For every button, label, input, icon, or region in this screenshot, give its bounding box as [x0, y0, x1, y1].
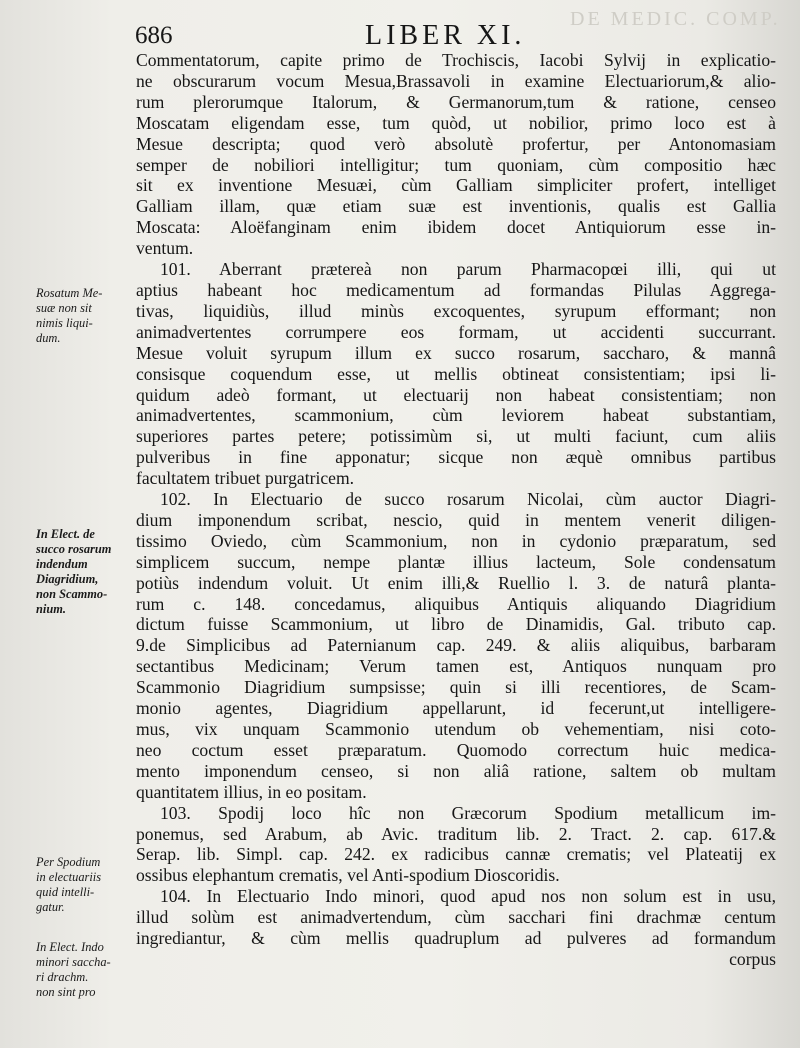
text-line: Moscatam eligendam esse, tum quòd, ut nobilior, primo loco est à: [136, 112, 776, 133]
text-line: ingrediantur, & cùm mellis quadruplum ad pulveres ad formandum: [136, 928, 776, 949]
text-line: Mesue descripta; quod verò absolutè profertur, per Antonomasiam: [136, 133, 776, 154]
text-line: facultatem tribuet purgatricem.: [136, 468, 355, 489]
text-line: Scammonio Diagridium sumpsisse; quin si illi recentiores, de Scam-: [136, 677, 776, 698]
margin-note-line: In Elect. de: [36, 527, 95, 541]
page-number: 686: [135, 22, 173, 49]
text-line: Serap. lib. Simpl. cap. 242. ex radicibus cannæ crematis; vel Plateatij ex: [136, 844, 776, 865]
margin-note-line: nium.: [36, 602, 66, 616]
text-line: simplicem succum, nempe plantæ illius lacteum, Sole condensatum: [136, 551, 776, 572]
text-line: potiùs indendum voluit. Ut enim illi,& Ruellio l. 3. de naturâ planta-: [136, 572, 776, 593]
text-line: superiores partes petere; potissimùm si, ut multi faciunt, cum aliis: [136, 426, 776, 447]
page-header: [135, 20, 775, 54]
bleed-through-text: DE MEDIC. COMP.: [570, 8, 781, 30]
text-line: illud solùm est animadvertendum, cùm sacchari fini drachmæ centum: [136, 907, 776, 928]
paragraph-start-line: 102. In Electuario de succo rosarum Nicolai, cùm auctor Diagri-: [160, 489, 776, 510]
text-line: sit ex inventione Mesuæi, cùm Galliam simpliciter profert, intelliget: [136, 175, 776, 196]
text-line: tissimo Oviedo, cùm Scammonium, non in cydonio præparatum, sed: [136, 530, 776, 551]
text-line: quantitatem illius, in eo positam.: [136, 781, 367, 802]
text-line: ne obscurarum vocum Mesua,Brassavoli in examine Electuariorum,& alio-: [136, 70, 776, 91]
margin-note-line: Per Spodium: [36, 855, 101, 869]
margin-note-line: Rosatum Me-: [36, 286, 103, 300]
margin-notes: [0, 0, 130, 1048]
text-line: tivas, liquidiùs, illud minùs excoquentes, syrupum efformant; non: [136, 300, 776, 321]
text-line: semper de nobiliori intelligitur; tum quoniam, cùm compositio hæc: [136, 154, 776, 175]
margin-note: [36, 286, 124, 346]
text-line: mento imponendum censeo, si non aliâ ratione, saltem ob multam: [136, 760, 776, 781]
paragraph-start-line: 104. In Electuario Indo minori, quod apud nos non solum est in usu,: [160, 886, 776, 907]
running-head: LIBER XI.: [365, 20, 526, 51]
text-line: mus, vix unquam Scammonio utendum ob vehementiam, nisi coto-: [136, 719, 776, 739]
text-line: animadvertentes corrumpere eos formam, ut accidenti succurrant.: [136, 321, 776, 342]
margin-note: [36, 855, 124, 915]
text-line: neo coctum esset præparatum. Quomodo correctum huic medica-: [136, 739, 776, 760]
text-line: pulveribus in fine apponatur; sicque non æquè omnibus partibus: [136, 447, 776, 468]
margin-note-line: gatur.: [36, 900, 65, 914]
margin-note-line: non sint pro: [36, 985, 96, 999]
text-line: monio agentes, Diagridium appellarunt, id fecerunt,ut intelligere-: [136, 698, 776, 719]
text-line: quidum adeò formant, ut electuarij non habeat consistentiam; non: [136, 384, 776, 405]
margin-note-line: ri drachm.: [36, 970, 89, 984]
text-line: rum c. 148. concedamus, aliquibus Antiquis aliquando Diagridium: [136, 593, 776, 614]
margin-note-line: Diagridium,: [36, 572, 99, 586]
text-line: Commentatorum, capite primo de Trochiscis, Iacobi Sylvij in explicatio-: [136, 50, 776, 70]
margin-note-line: indendum: [36, 557, 88, 571]
text-line: ossibus elephantum crematis, vel Anti-spodium Dioscoridis.: [136, 865, 560, 886]
margin-note-line: non Scammo-: [36, 587, 108, 601]
text-line: aptius habeant hoc medicamentum ad formandas Pilulas Aggrega-: [136, 279, 776, 300]
margin-note-line: succo rosarum: [36, 542, 112, 556]
margin-note-line: suæ non sit: [36, 301, 92, 315]
margin-note: [36, 940, 124, 1000]
margin-note-line: nimis liqui-: [36, 316, 93, 330]
text-line: ventum.: [136, 238, 194, 259]
text-line: Galliam illam, quæ etiam suæ est inventionis, qualis est Gallia: [136, 196, 776, 217]
text-line: animadvertentes, scammonium, cùm leviorem habeat substantiam,: [136, 405, 776, 426]
text-line: consisque coquendum esse, ut mellis obtineat consistentiam; ipsi li-: [136, 363, 776, 384]
margin-note-line: quid intelli-: [36, 885, 95, 899]
text-line: Mesue voluit syrupum illum ex succo rosarum, saccharo, & mannâ: [136, 342, 776, 363]
margin-note-line: dum.: [36, 331, 61, 345]
margin-note-line: in electuariis: [36, 870, 102, 884]
margin-note: [36, 527, 124, 617]
paragraph-start-line: 103. Spodij loco hîc non Græcorum Spodium metallicum im-: [160, 802, 776, 823]
margin-note-line: minori saccha-: [36, 955, 111, 969]
text-line: 9.de Simplicibus ad Paternianum cap. 249. & aliis aliquibus, barbaram: [136, 635, 776, 656]
paragraph-start-line: 101. Aberrant prætereà non parum Pharmacopœi illi, qui ut: [160, 259, 776, 280]
text-line: Moscata: Aloëfanginam enim ibidem docet Antiquiorum esse in-: [136, 217, 776, 238]
text-line: sectantibus Medicinam; Verum tamen est, Antiquos nunquam pro: [136, 656, 776, 677]
text-line: rum plerorumque Italorum, & Germanorum,tum & ratione, censeo: [136, 91, 776, 112]
text-line: dium imponendum scribat, nescio, quid in mentem venerit diligen-: [136, 509, 776, 530]
text-line: ponemus, sed Arabum, ab Avic. traditum lib. 2. Tract. 2. cap. 617.&: [136, 823, 776, 844]
text-line: dictum fuisse Scammonium, ut libro de Dinamidis, Gal. tributo cap.: [136, 614, 776, 635]
margin-note-line: In Elect. Indo: [36, 940, 104, 954]
body-text: [136, 50, 776, 970]
catchword: corpus: [729, 948, 776, 969]
